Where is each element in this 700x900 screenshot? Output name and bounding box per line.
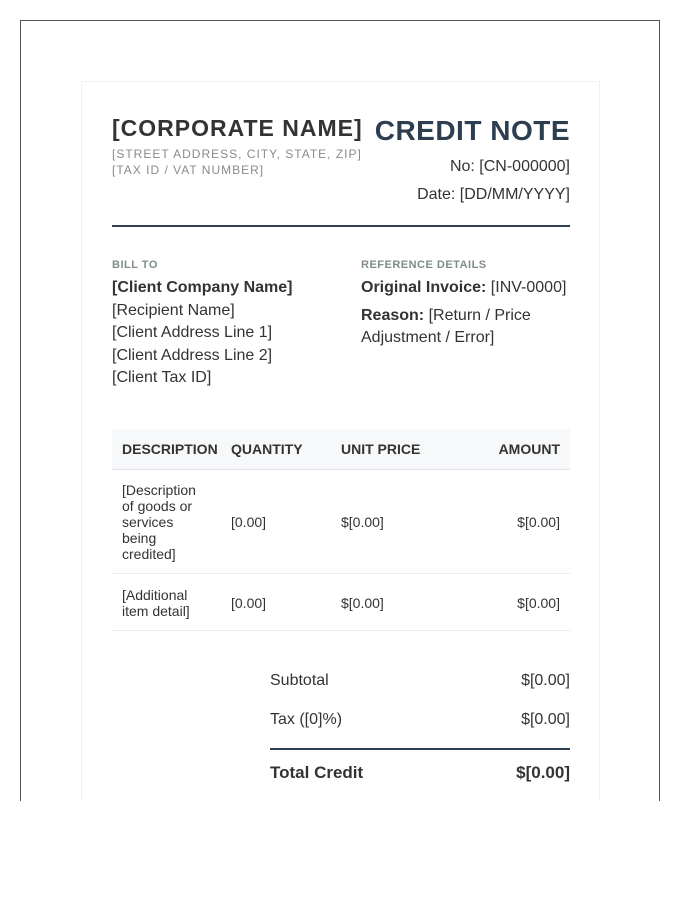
header-divider [112, 225, 570, 227]
row-1-unit-price: $[0.00] [341, 514, 384, 530]
row-2-quantity: [0.00] [231, 595, 267, 611]
column-header-quantity: QUANTITY [231, 441, 303, 457]
row-divider [112, 573, 570, 574]
client-address-line-1: [Client Address Line 1] [112, 324, 273, 341]
corporate-tax-id: [TAX ID / VAT NUMBER] [112, 163, 265, 177]
corporate-address: [STREET ADDRESS, CITY, STATE, ZIP] [112, 147, 362, 161]
row-2-unit-price: $[0.00] [341, 595, 384, 611]
row-1-amount: $[0.00] [517, 514, 560, 530]
original-invoice [361, 277, 576, 299]
original-invoice-value: [INV-0000] [486, 279, 567, 296]
row-1-quantity: [0.00] [231, 514, 267, 530]
reason-value: [Return / Price Adjustment / Error] [361, 307, 531, 346]
total-credit-value: $[0.00] [516, 763, 570, 782]
reason-label: Reason: [361, 307, 425, 324]
reference-details-label: REFERENCE DETAILS [361, 259, 487, 271]
bill-to-label: BILL TO [112, 259, 158, 271]
client-address-line-2: [Client Address Line 2] [112, 347, 273, 364]
client-tax-id: [Client Tax ID] [112, 369, 212, 386]
column-header-amount: AMOUNT [498, 441, 560, 457]
column-header-description: DESCRIPTION [122, 441, 218, 457]
document-title: CREDIT NOTE [374, 115, 570, 146]
credit-note-date: Date: [DD/MM/YYYY] [417, 186, 570, 203]
total-credit-label: Total Credit [270, 763, 364, 782]
totals-divider [270, 748, 570, 750]
tax-label: Tax ([0]%) [270, 711, 343, 728]
row-divider [112, 630, 570, 631]
reason [361, 305, 546, 349]
tax-value: $[0.00] [521, 711, 570, 728]
column-header-unit-price: UNIT PRICE [341, 441, 421, 457]
row-2-description: [Additional item detail] [122, 587, 190, 619]
corporate-name: [CORPORATE NAME] [112, 115, 363, 141]
row-1-description: [Description of goods or services being credited] [122, 482, 196, 562]
credit-note-number: No: [CN-000000] [449, 158, 570, 175]
subtotal-value: $[0.00] [521, 672, 570, 689]
row-2-amount: $[0.00] [517, 595, 560, 611]
recipient-name: [Recipient Name] [112, 302, 235, 319]
subtotal-label: Subtotal [270, 672, 329, 689]
client-company-name: [Client Company Name] [112, 279, 293, 296]
original-invoice-label: Original Invoice: [361, 279, 487, 296]
